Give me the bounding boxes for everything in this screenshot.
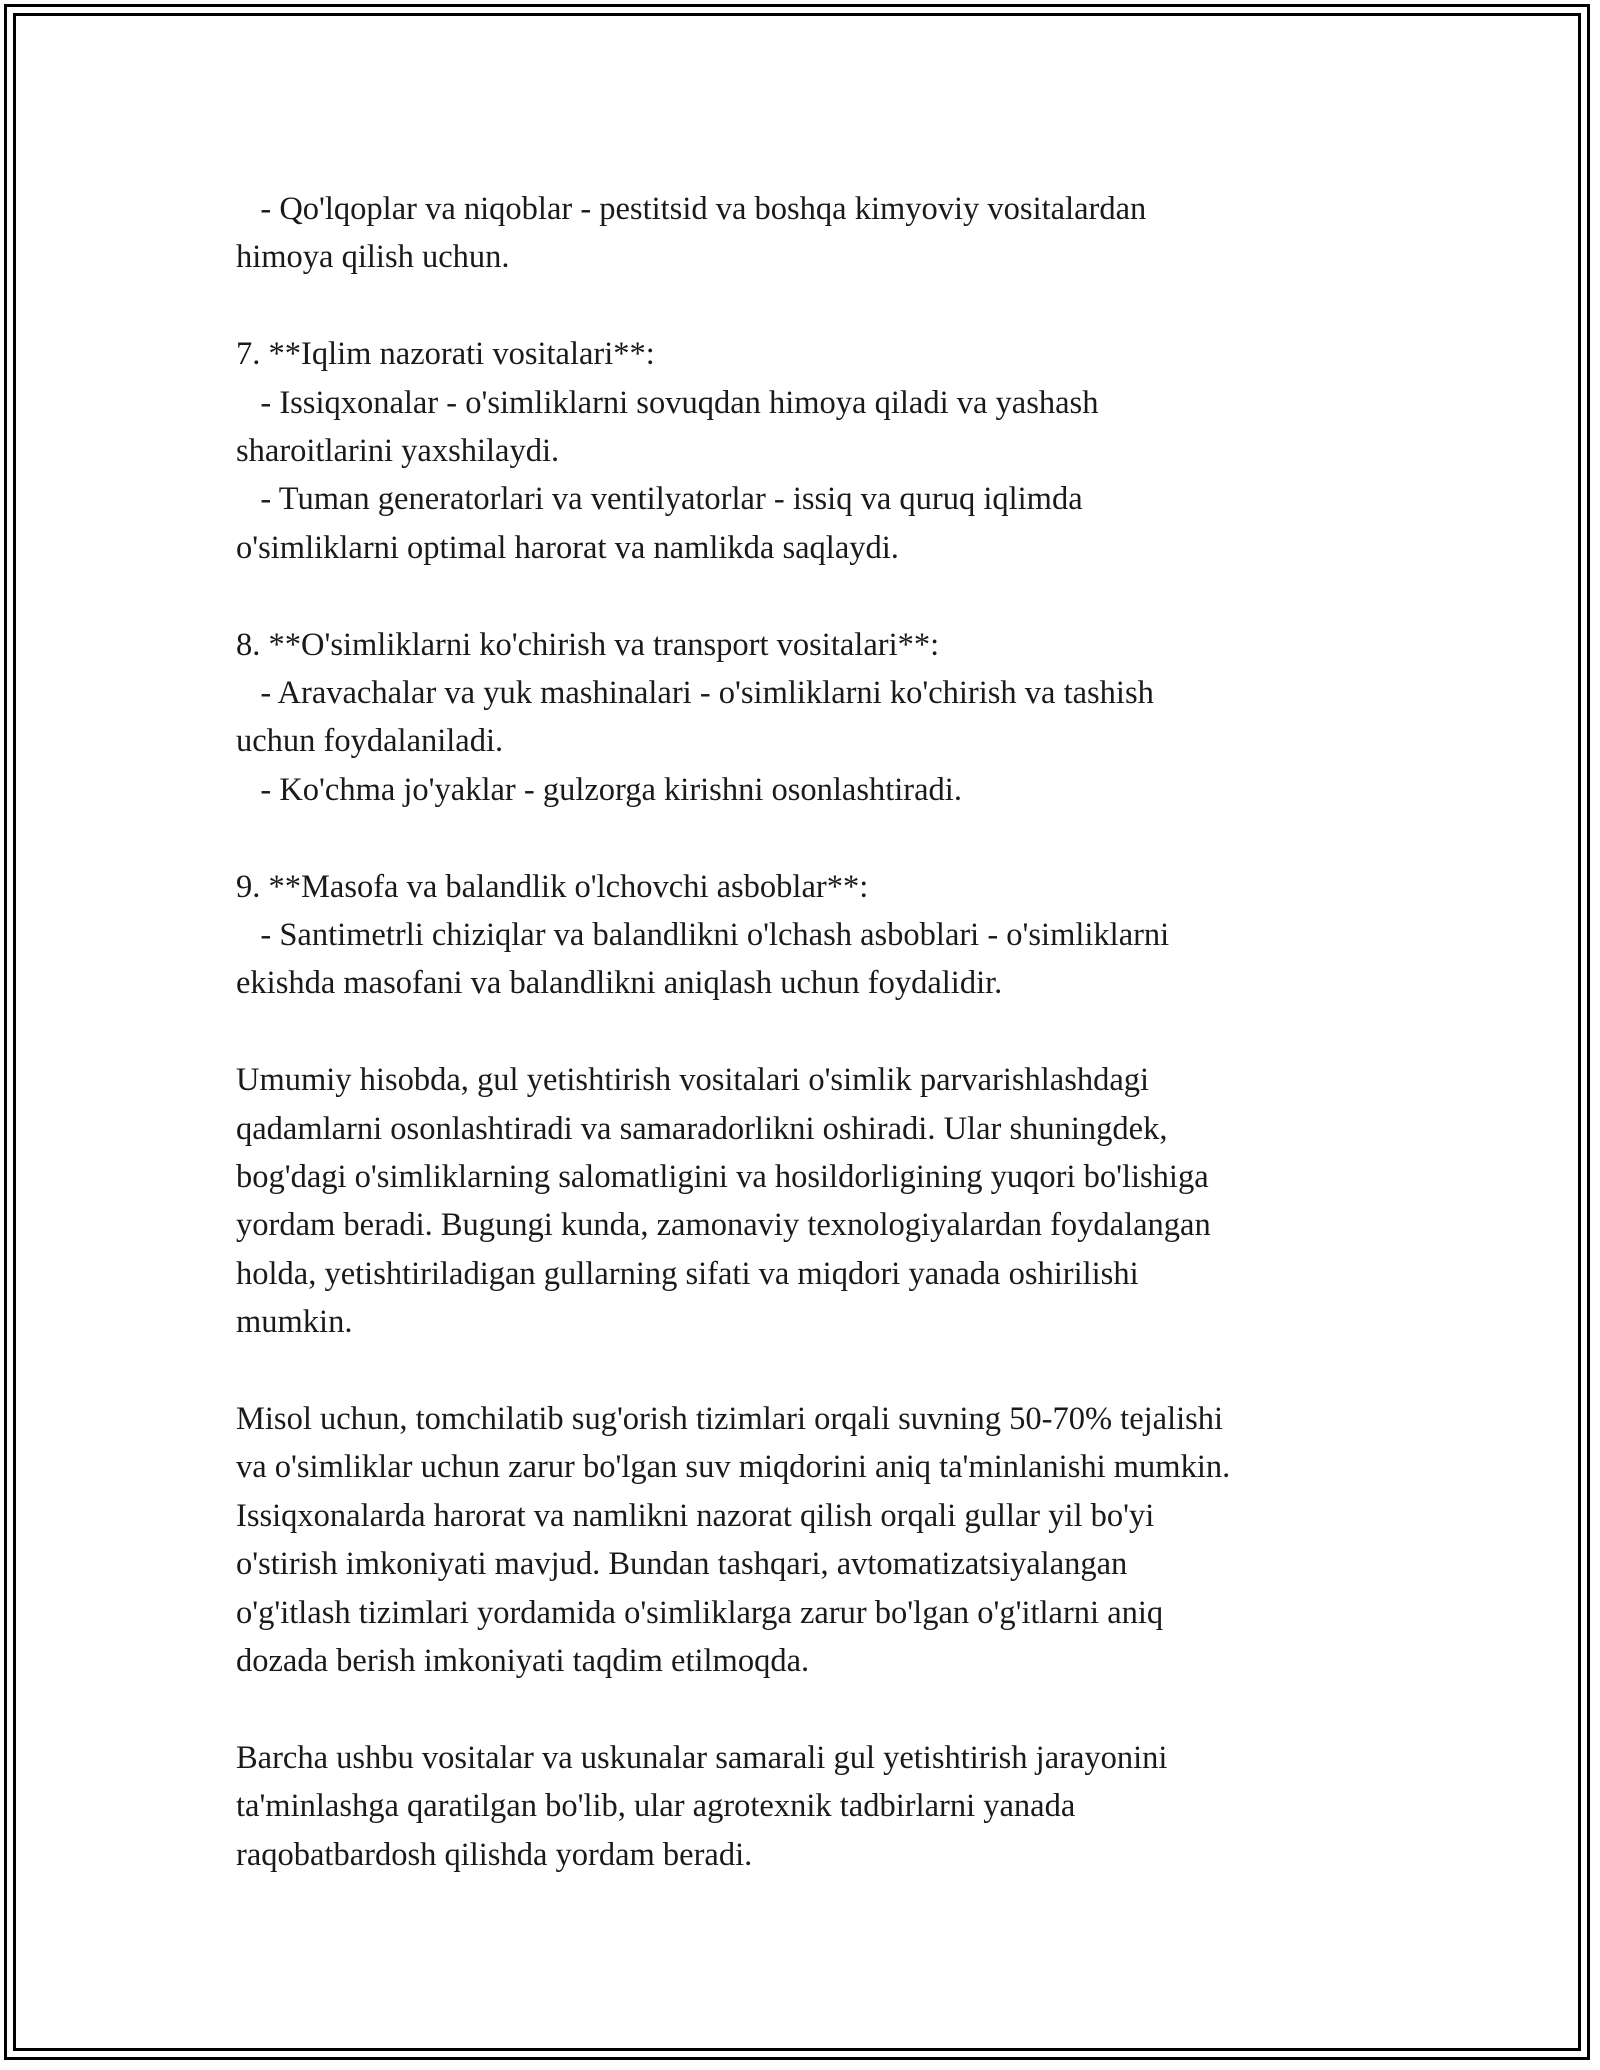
section-heading: 9. **Masofa va balandlik o'lchovchi asboblar**: (236, 868, 869, 905)
text-line: yordam beradi. Bugungi kunda, zamonaviy texnologiyalardan foydalangan (236, 1207, 1211, 1244)
text-line: - Santimetrli chiziqlar va balandlikni o'lchash asboblari - o'simliklarni (236, 917, 1170, 954)
section-heading: 8. **O'simliklarni ko'chirish va transport vositalari**: (236, 626, 940, 663)
blank-line (236, 1347, 1386, 1395)
text-line: Misol uchun, tomchilatib sug'orish tizimlari orqali suvning 50-70% tejalishi (236, 1401, 1224, 1438)
text-line: Issiqxonalarda harorat va namlikni nazorat qilish orqali gullar yil bo'yi (236, 1497, 1155, 1534)
text-line: holda, yetishtiriladigan gullarning sifati va miqdori yanada oshirilishi (236, 1255, 1139, 1292)
document-body (236, 185, 1386, 1879)
text-line: raqobatbardosh qilishda yordam beradi. (236, 1836, 753, 1873)
text-line: va o'simliklar uchun zarur bo'lgan suv miqdorini aniq ta'minlanishi mumkin. (236, 1449, 1231, 1486)
text-line: o'simliklarni optimal harorat va namlikda saqlaydi. (236, 529, 899, 566)
text-line: - Tuman generatorlari va ventilyatorlar - issiq va quruq iqlimda (236, 481, 1083, 518)
text-line: mumkin. (236, 1304, 353, 1341)
text-line: qadamlarni osonlashtiradi va samaradorlikni oshiradi. Ular shuningdek, (236, 1110, 1168, 1147)
text-line: - Qo'lqoplar va niqoblar - pestitsid va boshqa kimyoviy vositalardan (236, 191, 1147, 227)
text-line: Barcha ushbu vositalar va uskunalar samarali gul yetishtirish jarayonini (236, 1739, 1168, 1776)
text-line: sharoitlarini yaxshilaydi. (236, 433, 560, 470)
text-line: ta'minlashga qaratilgan bo'lib, ular agrotexnik tadbirlarni yanada (236, 1788, 1076, 1825)
text-line: o'stirish imkoniyati mavjud. Bundan tashqari, avtomatizatsiyalangan (236, 1546, 1128, 1583)
text-line: - Ko'chma jo'yaklar - gulzorga kirishni osonlashtiradi. (236, 771, 962, 808)
blank-line (236, 572, 1386, 620)
text-line: o'g'itlash tizimlari yordamida o'simliklarga zarur bo'lgan o'g'itlarni aniq (236, 1594, 1164, 1631)
text-line: uchun foydalaniladi. (236, 723, 504, 760)
text-line: - Issiqxonalar - o'simliklarni sovuqdan himoya qiladi va yashash (236, 384, 1099, 421)
text-line: Umumiy hisobda, gul yetishtirish vositalari o'simlik parvarishlashdagi (236, 1062, 1150, 1099)
text-line: himoya qilish uchun. (236, 239, 510, 276)
blank-line (236, 814, 1386, 862)
section-heading: 7. **Iqlim nazorati vositalari**: (236, 336, 655, 373)
blank-line (236, 282, 1386, 330)
text-line: bog'dagi o'simliklarning salomatligini va hosildorligining yuqori bo'lishiga (236, 1159, 1209, 1196)
text-line: ekishda masofani va balandlikni aniqlash uchun foydalidir. (236, 965, 1003, 1002)
blank-line (236, 1008, 1386, 1056)
text-line: dozada berish imkoniyati taqdim etilmoqda. (236, 1643, 810, 1680)
text-line: - Aravachalar va yuk mashinalari - o'simliklarni ko'chirish va tashish (236, 675, 1154, 712)
blank-line (236, 1686, 1386, 1734)
